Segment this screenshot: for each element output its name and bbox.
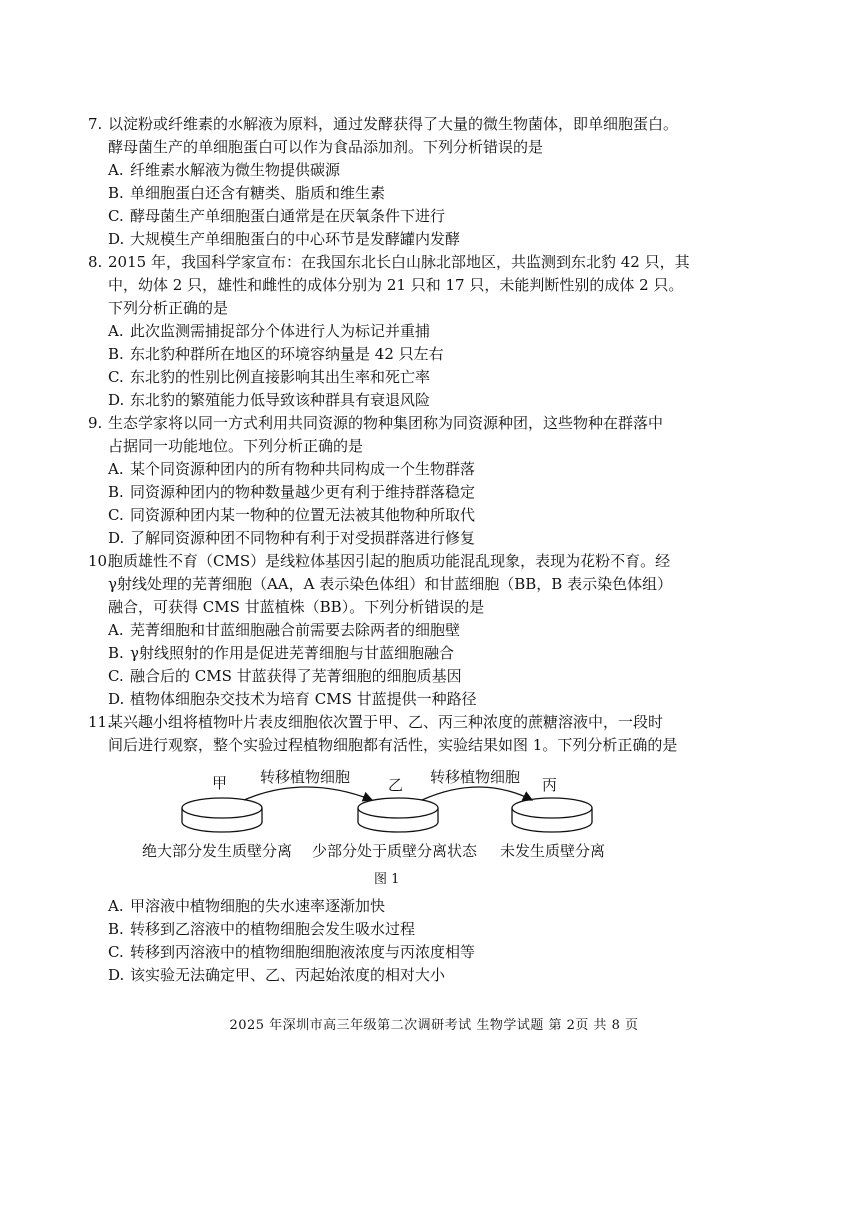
option-text: 酵母菌生产单细胞蛋白通常是在厌氧条件下进行 <box>130 207 446 225</box>
option-label: D. <box>108 391 125 409</box>
option-a <box>88 159 698 182</box>
option-c <box>88 205 698 228</box>
figure-1 <box>140 760 620 890</box>
option-b <box>88 182 698 205</box>
option-label: A. <box>108 897 124 915</box>
option-text: 同资源种团内的物种数量越少更有利于维持群落稳定 <box>130 483 476 501</box>
option-text: γ射线照射的作用是促进芜菁细胞与甘蓝细胞融合 <box>130 644 454 662</box>
option-d <box>88 228 698 251</box>
petri-dish-jia <box>182 798 262 832</box>
option-text: 转移到乙溶液中的植物细胞会发生吸水过程 <box>130 920 416 938</box>
option-text: 东北豹的性别比例直接影响其出生率和死亡率 <box>130 368 431 386</box>
dish-label-yi: 乙 <box>388 776 404 794</box>
option-text: 同资源种团内某一物种的位置无法被其他物种所取代 <box>130 506 476 524</box>
option-b <box>88 918 698 941</box>
option-label: B. <box>108 184 124 202</box>
option-label: A. <box>108 460 124 478</box>
option-text: 了解同资源种团不同物种有利于对受损群落进行修复 <box>130 529 476 547</box>
option-text: 甲溶液中植物细胞的失水速率逐渐加快 <box>130 897 386 915</box>
stem-line: 胞质雄性不育（CMS）是线粒体基因引起的胞质功能混乱现象，表现为花粉不育。经 <box>108 552 671 570</box>
question-stem <box>88 412 698 458</box>
transfer-arrow-2 <box>422 787 532 800</box>
dish-label-jia: 甲 <box>212 774 228 792</box>
question-number: 7. <box>88 115 103 133</box>
question-stem <box>88 550 698 619</box>
option-label: A. <box>108 621 124 639</box>
stem-line: 生态学家将以同一方式利用共同资源的物种集团称为同资源种团，这些物种在群落中 <box>108 414 664 432</box>
option-c <box>88 504 698 527</box>
option-label: C. <box>108 368 124 386</box>
option-label: D. <box>108 690 125 708</box>
option-label: B. <box>108 920 124 938</box>
option-a <box>88 895 698 918</box>
transfer-arrow-1 <box>244 787 372 800</box>
stem-line: 融合，可获得 CMS 甘蓝植株（BB）。下列分析错误的是 <box>108 598 485 616</box>
option-label: D. <box>108 529 125 547</box>
question-stem <box>88 711 698 757</box>
stem-line: 间后进行观察，整个实验过程植物细胞都有活性，实验结果如图 1。下列分析正确的是 <box>108 736 678 754</box>
option-text: 转移到丙溶液中的植物细胞细胞液浓度与丙浓度相等 <box>130 943 476 961</box>
stem-line: 以淀粉或纤维素的水解液为原料，通过发酵获得了大量的微生物菌体，即单细胞蛋白。 <box>108 115 679 133</box>
stem-line: 中，幼体 2 只，雄性和雌性的成体分别为 21 只和 17 只，未能判断性别的成体 2 只。 <box>108 276 684 294</box>
option-label: B. <box>108 345 124 363</box>
option-d <box>88 688 698 711</box>
option-d <box>88 527 698 550</box>
option-a <box>88 320 698 343</box>
option-b <box>88 343 698 366</box>
option-label: A. <box>108 322 124 340</box>
option-label: B. <box>108 483 124 501</box>
option-b <box>88 642 698 665</box>
question-9 <box>88 412 698 550</box>
question-8 <box>88 251 698 412</box>
option-text: 东北豹的繁殖能力低导致该种群具有衰退风险 <box>130 391 431 409</box>
result-label-bing: 未发生质壁分离 <box>500 842 606 860</box>
question-stem <box>88 251 698 320</box>
stem-line: 下列分析正确的是 <box>108 299 229 317</box>
petri-dish-bing <box>512 798 592 832</box>
option-label: A. <box>108 161 124 179</box>
stem-line: 酵母菌生产的单细胞蛋白可以作为食品添加剂。下列分析错误的是 <box>108 138 544 156</box>
option-text: 纤维素水解液为微生物提供碳源 <box>130 161 341 179</box>
option-label: C. <box>108 207 124 225</box>
option-label: D. <box>108 230 125 248</box>
option-label: B. <box>108 644 124 662</box>
question-11 <box>88 711 698 757</box>
page-footer: 2025 年深圳市高三年级第二次调研考试 生物学试题 第 2页 共 8 页 <box>229 1018 639 1033</box>
result-label-jia: 绝大部分发生质壁分离 <box>142 842 293 860</box>
question-number: 9. <box>88 414 103 432</box>
option-c <box>88 665 698 688</box>
arrow-label: 转移植物细胞 <box>430 768 521 786</box>
option-c <box>88 941 698 964</box>
dish-label-bing: 丙 <box>542 776 558 794</box>
option-text: 植物体细胞杂交技术为培育 CMS 甘蓝提供一种路径 <box>130 690 477 708</box>
question-7 <box>88 113 698 251</box>
question-stem <box>88 113 698 159</box>
option-c <box>88 366 698 389</box>
option-d <box>88 389 698 412</box>
option-label: C. <box>108 943 124 961</box>
result-label-yi: 少部分处于质壁分离状态 <box>312 842 478 860</box>
petri-dish-yi <box>358 798 438 832</box>
option-d <box>88 964 698 987</box>
question-number: 8. <box>88 253 103 271</box>
stem-line: 某兴趣小组将植物叶片表皮细胞依次置于甲、乙、丙三种浓度的蔗糖溶液中，一段时 <box>108 713 664 731</box>
option-text: 单细胞蛋白还含有糖类、脂质和维生素 <box>130 184 386 202</box>
option-label: C. <box>108 506 124 524</box>
option-label: D. <box>108 966 125 984</box>
question-number: 11. <box>88 713 112 731</box>
question-10 <box>88 550 698 711</box>
figure-caption: 图 1 <box>374 872 400 887</box>
option-text: 融合后的 CMS 甘蓝获得了芜菁细胞的细胞质基因 <box>130 667 462 685</box>
question-number: 10. <box>88 552 112 570</box>
stem-line: 占据同一功能地位。下列分析正确的是 <box>108 437 364 455</box>
option-a <box>88 458 698 481</box>
option-b <box>88 481 698 504</box>
option-text: 东北豹种群所在地区的环境容纳量是 42 只左右 <box>130 345 444 363</box>
stem-line: 2015 年，我国科学家宣布：在我国东北长白山脉北部地区，共监测到东北豹 42 只，其 <box>108 253 690 271</box>
option-text: 此次监测需捕捉部分个体进行人为标记并重捕 <box>130 322 431 340</box>
option-text: 大规模生产单细胞蛋白的中心环节是发酵罐内发酵 <box>130 230 461 248</box>
option-text: 芜菁细胞和甘蓝细胞融合前需要去除两者的细胞壁 <box>130 621 461 639</box>
question-11-options <box>88 895 698 987</box>
option-label: C. <box>108 667 124 685</box>
option-a <box>88 619 698 642</box>
arrow-label: 转移植物细胞 <box>260 768 351 786</box>
option-text: 该实验无法确定甲、乙、丙起始浓度的相对大小 <box>130 966 446 984</box>
option-text: 某个同资源种团内的所有物种共同构成一个生物群落 <box>130 460 476 478</box>
stem-line: γ射线处理的芜菁细胞（AA，A 表示染色体组）和甘蓝细胞（BB，B 表示染色体组） <box>108 575 673 593</box>
